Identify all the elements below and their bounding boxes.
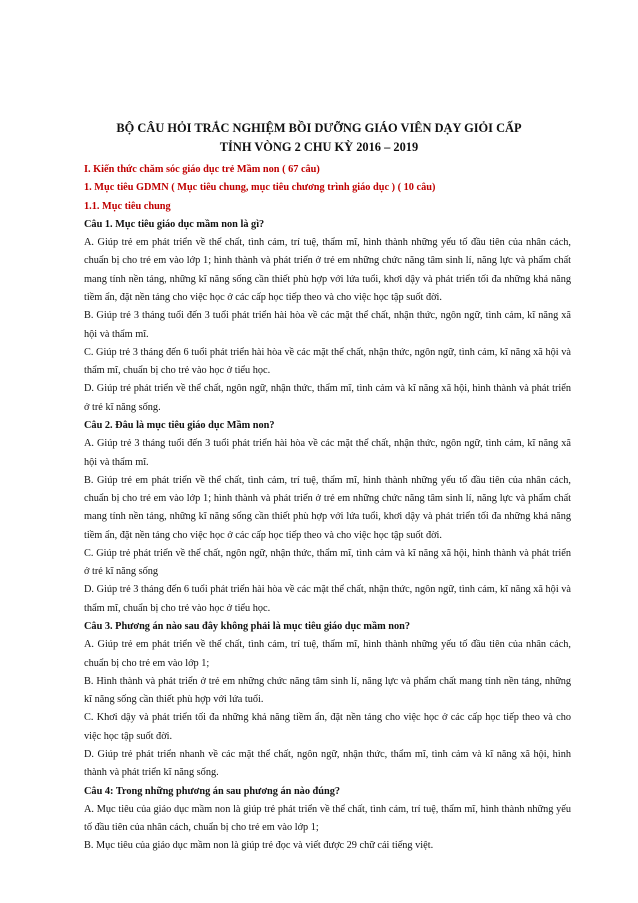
question-4: Câu 4: Trong những phương án sau phương án nào đúng? [84, 785, 341, 797]
question-1-option-b: B. Giúp trẻ 3 tháng tuổi đến 3 tuổi phát triển hài hòa về các mặt thể chất, nhận thức, ngôn ngữ, tình cảm, kĩ năng xã hội và thẩm mĩ. [84, 310, 571, 340]
question-1-option-c: C. Giúp trẻ 3 tháng đến 6 tuổi phát triển hài hòa về các mặt thể chất, nhận thức, ngôn ngữ, tình cảm, kĩ năng xã hội và thẩm mĩ, chuẩn bị cho trẻ vào học ở tiểu học. [84, 346, 571, 377]
document-title-line-1: BỘ CÂU HỎI TRẮC NGHIỆM BỒI DƯỠNG GIÁO VIÊN DẠY GIỎI CẤP [116, 121, 522, 135]
question-1-option-d: D. Giúp trẻ phát triển về thể chất, ngôn ngữ, nhận thức, thẩm mĩ, tình cảm và kĩ năng xã hội, hình thành và phát triển ở trẻ kĩ năng sống. [84, 383, 571, 413]
question-3: Câu 3. Phương án nào sau đây không phải là mục tiêu giáo dục mầm non? [84, 621, 411, 633]
question-2-option-c: C. Giúp trẻ phát triển về thể chất, ngôn ngữ, nhận thức, thẩm mĩ, tình cảm và kĩ năng xã hội, hình thành và phát triển ở trẻ kĩ năng sống [84, 547, 571, 578]
document-title-line-2: TỈNH VÒNG 2 CHU KỲ 2016 – 2019 [219, 140, 419, 154]
question-2-option-d: D. Giúp trẻ 3 tháng đến 6 tuổi phát triển hài hòa về các mặt thể chất, nhận thức, ngôn ngữ, tình cảm, kĩ năng xã hội và thẩm mĩ, chuẩn bị cho trẻ vào học ở tiểu học. [84, 584, 571, 614]
section-heading-general-objectives: 1.1. Mục tiêu chung [84, 200, 171, 212]
section-heading-objectives: 1. Mục tiêu GDMN ( Mục tiêu chung, mục tiêu chương trình giáo dục ) ( 10 câu) [84, 182, 436, 194]
question-3-option-c: C. Khơi dậy và phát triển tối đa những khả năng tiềm ẩn, đặt nền tảng cho việc học ở các cấp học tiếp theo và cho việc học tập suốt đời. [84, 712, 571, 742]
question-1: Câu 1. Mục tiêu giáo dục mầm non là gì? [84, 218, 265, 230]
question-1-option-a: A. Giúp trẻ em phát triển về thể chất, tình cảm, trí tuệ, thẩm mĩ, hình thành những yếu tố đầu tiên của nhân cách, chuẩn bị cho trẻ em vào lớp 1; hình thành và phát triển ở trẻ em những chức năng tâm sinh lí, năng lực và phẩm chất mang tính nền tảng, những kĩ năng sống cần thiết phù hợp với lứa tuổi, khơi dậy và phát triển tối đa những khả năng tiềm ẩn, đặt nền tảng cho việc học ở các cấp học tiếp theo và cho việc học tập suốt đời. [84, 237, 571, 303]
question-2-option-b: B. Giúp trẻ em phát triển về thể chất, tình cảm, trí tuệ, thẩm mĩ, hình thành những yếu tố đầu tiên của nhân cách, chuẩn bị cho trẻ em vào lớp 1; hình thành và phát triển ở trẻ em những chức năng tâm sinh lí, năng lực và phẩm chất mang tính nền tảng, những kĩ năng sống cần thiết phù hợp với lứa tuổi, khơi dậy và phát triển tối đa những khả năng tiềm ẩn, đặt nền tảng cho việc học ở các cấp học tiếp theo và cho việc học tập suốt đời. [84, 474, 571, 541]
question-4-option-b: B. Mục tiêu của giáo dục mầm non là giúp trẻ đọc và viết được 29 chữ cái tiếng việt. [84, 840, 434, 852]
question-3-option-b: B. Hình thành và phát triển ở trẻ em những chức năng tâm sinh lí, năng lực và phẩm chất mang tính nền tảng, những kĩ năng sống cần thiết phù hợp với lứa tuổi. [84, 675, 571, 706]
document-body [84, 161, 571, 856]
section-heading-part-1: I. Kiến thức chăm sóc giáo dục trẻ Mầm non ( 67 câu) [84, 164, 320, 175]
question-2-option-a: A. Giúp trẻ 3 tháng tuổi đến 3 tuổi phát triển hài hòa về các mặt thể chất, nhận thức, ngôn ngữ, tình cảm, kĩ năng xã hội và thẩm mĩ. [84, 438, 571, 468]
question-3-option-d: D. Giúp trẻ phát triển nhanh về các mặt thể chất, ngôn ngữ, nhận thức, thẩm mĩ, tình cảm và kĩ năng xã hội, hình thành và phát triển kĩ năng sống. [84, 749, 571, 779]
question-2: Câu 2. Đâu là mục tiêu giáo dục Mầm non? [84, 419, 275, 431]
question-3-option-a: A. Giúp trẻ em phát triển về thể chất, tình cảm, trí tuệ, thẩm mĩ, hình thành những yếu tố đầu tiên của nhân cách, chuẩn bị cho trẻ em vào lớp 1; [84, 639, 571, 669]
question-4-option-a: A. Mục tiêu của giáo dục mầm non là giúp trẻ phát triển về thể chất, tình cảm, trí tuệ, thẩm mĩ, hình thành những yếu tố đầu tiên của nhân cách, chuẩn bị cho trẻ em vào lớp 1; [84, 803, 571, 834]
